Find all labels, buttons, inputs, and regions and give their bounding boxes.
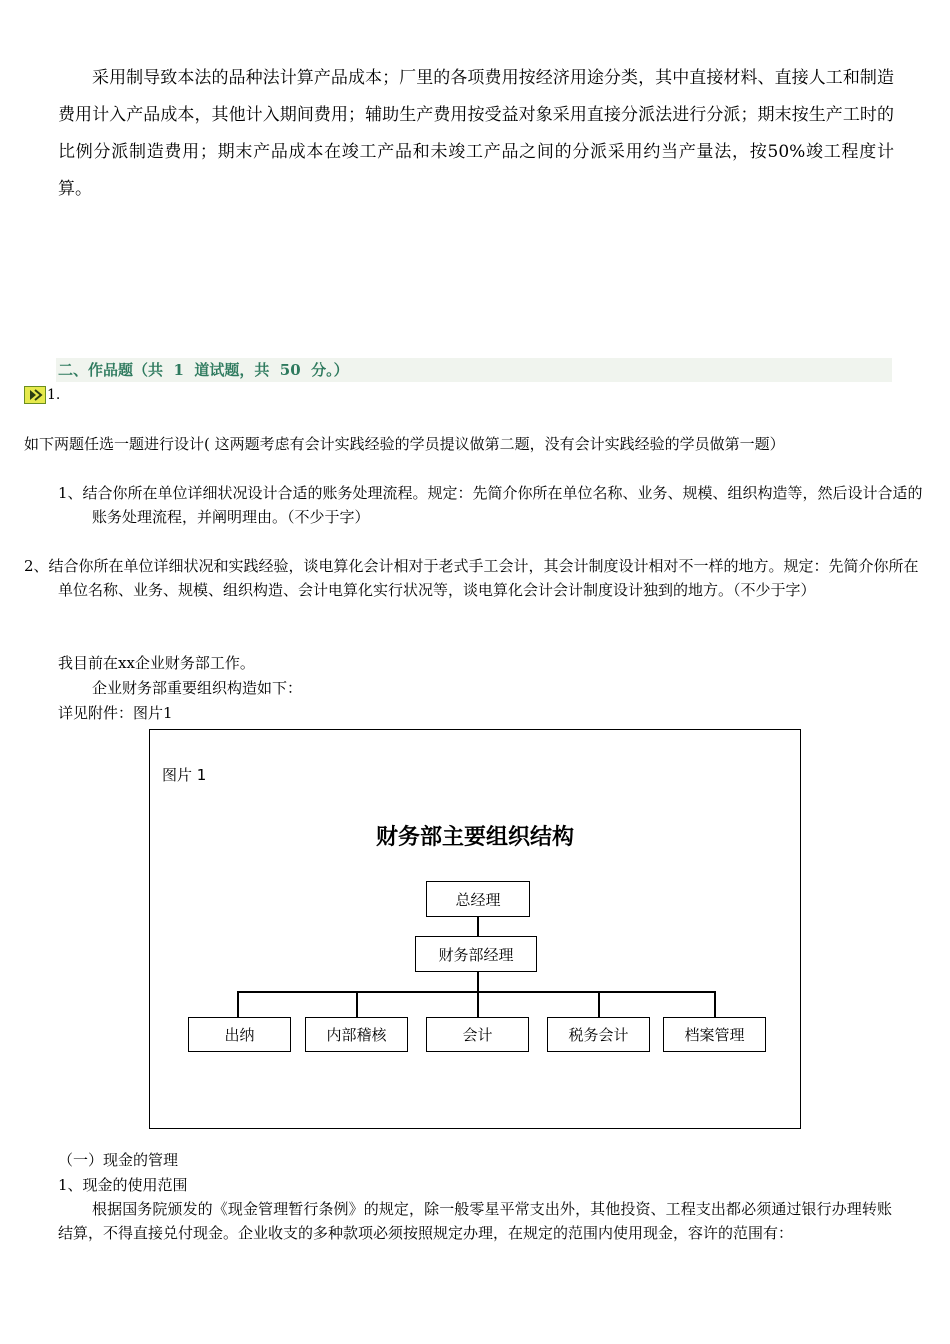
item-1-heading: 1、现金的使用范围 xyxy=(58,1176,188,1194)
question-arrow-icon[interactable] xyxy=(24,386,46,404)
question-option-2: 2、结合你所在单位详细状况和实践经验，谈电算化会计相对于老式手工会计，其会计制度设计相对不一样的地方。规定：先简介你所在单位名称、业务、规模、组织构造、会计电算化实行状况等，谈电算化会计会计制度设计独到的地方。（不少于字） xyxy=(24,557,919,599)
answer-line-2: 企业财务部重要组织构造如下： xyxy=(92,679,303,697)
connector-line xyxy=(237,991,715,993)
node-tax-accounting: 税务会计 xyxy=(547,1017,650,1052)
node-finance-manager: 财务部经理 xyxy=(415,936,537,972)
node-archive-management: 档案管理 xyxy=(663,1017,766,1052)
node-accounting: 会计 xyxy=(426,1017,529,1052)
body-paragraph: 根据国务院颁发的《现金管理暂行条例》的规定，除一般零星平常支出外，其他投资、工程支出都必须通过银行办理转账结算，不得直接兑付现金。企业收支的多种款项必须按照规定办理，在规定的范围内使用现金，容许的范围有： xyxy=(58,1200,892,1242)
section-heading: 二、作品题（共 1 道试题，共 50 分。） xyxy=(56,358,892,382)
sub-heading: （一）现金的管理 xyxy=(58,1151,179,1169)
connector-line xyxy=(477,991,479,1017)
question-number: 1. xyxy=(47,387,61,403)
figure-label: 图片 1 xyxy=(162,766,207,784)
connector-line xyxy=(598,991,600,1017)
node-internal-audit: 内部稽核 xyxy=(305,1017,408,1052)
figure-title: 财务部主要组织结构 xyxy=(375,825,574,850)
question-row xyxy=(24,384,60,406)
connector-line xyxy=(356,991,358,1017)
connector-line xyxy=(714,991,716,1017)
connector-line xyxy=(477,917,479,936)
org-chart-figure xyxy=(149,729,801,1129)
question-option-1: 1、结合你所在单位详细状况设计合适的账务处理流程。规定：先简介你所在单位名称、业务、规模、组织构造等，然后设计合适的账务处理流程，并阐明理由。（不少于字） xyxy=(58,484,923,526)
answer-line-3: 详见附件：图片1 xyxy=(58,704,173,722)
question-intro: 如下两题任选一题进行设计( 这两题考虑有会计实践经验的学员提议做第二题，没有会计实践经验的学员做第一题） xyxy=(24,435,785,453)
intro-paragraph: 采用制导致本法的品种法计算产品成本；厂里的各项费用按经济用途分类，其中直接材料、直接人工和制造费用计入产品成本，其他计入期间费用；辅助生产费用按受益对象采用直接分派法进行分派；期末按生产工时的比例分派制造费用；期末产品成本在竣工产品和未竣工产品之间的分派采用约当产量法，按50%竣工程度计算。 xyxy=(58,68,894,199)
connector-line xyxy=(237,991,239,1017)
node-cashier: 出纳 xyxy=(188,1017,291,1052)
node-general-manager: 总经理 xyxy=(426,881,530,917)
answer-line-1: 我目前在xx企业财务部工作。 xyxy=(58,654,255,672)
connector-line xyxy=(477,972,479,992)
